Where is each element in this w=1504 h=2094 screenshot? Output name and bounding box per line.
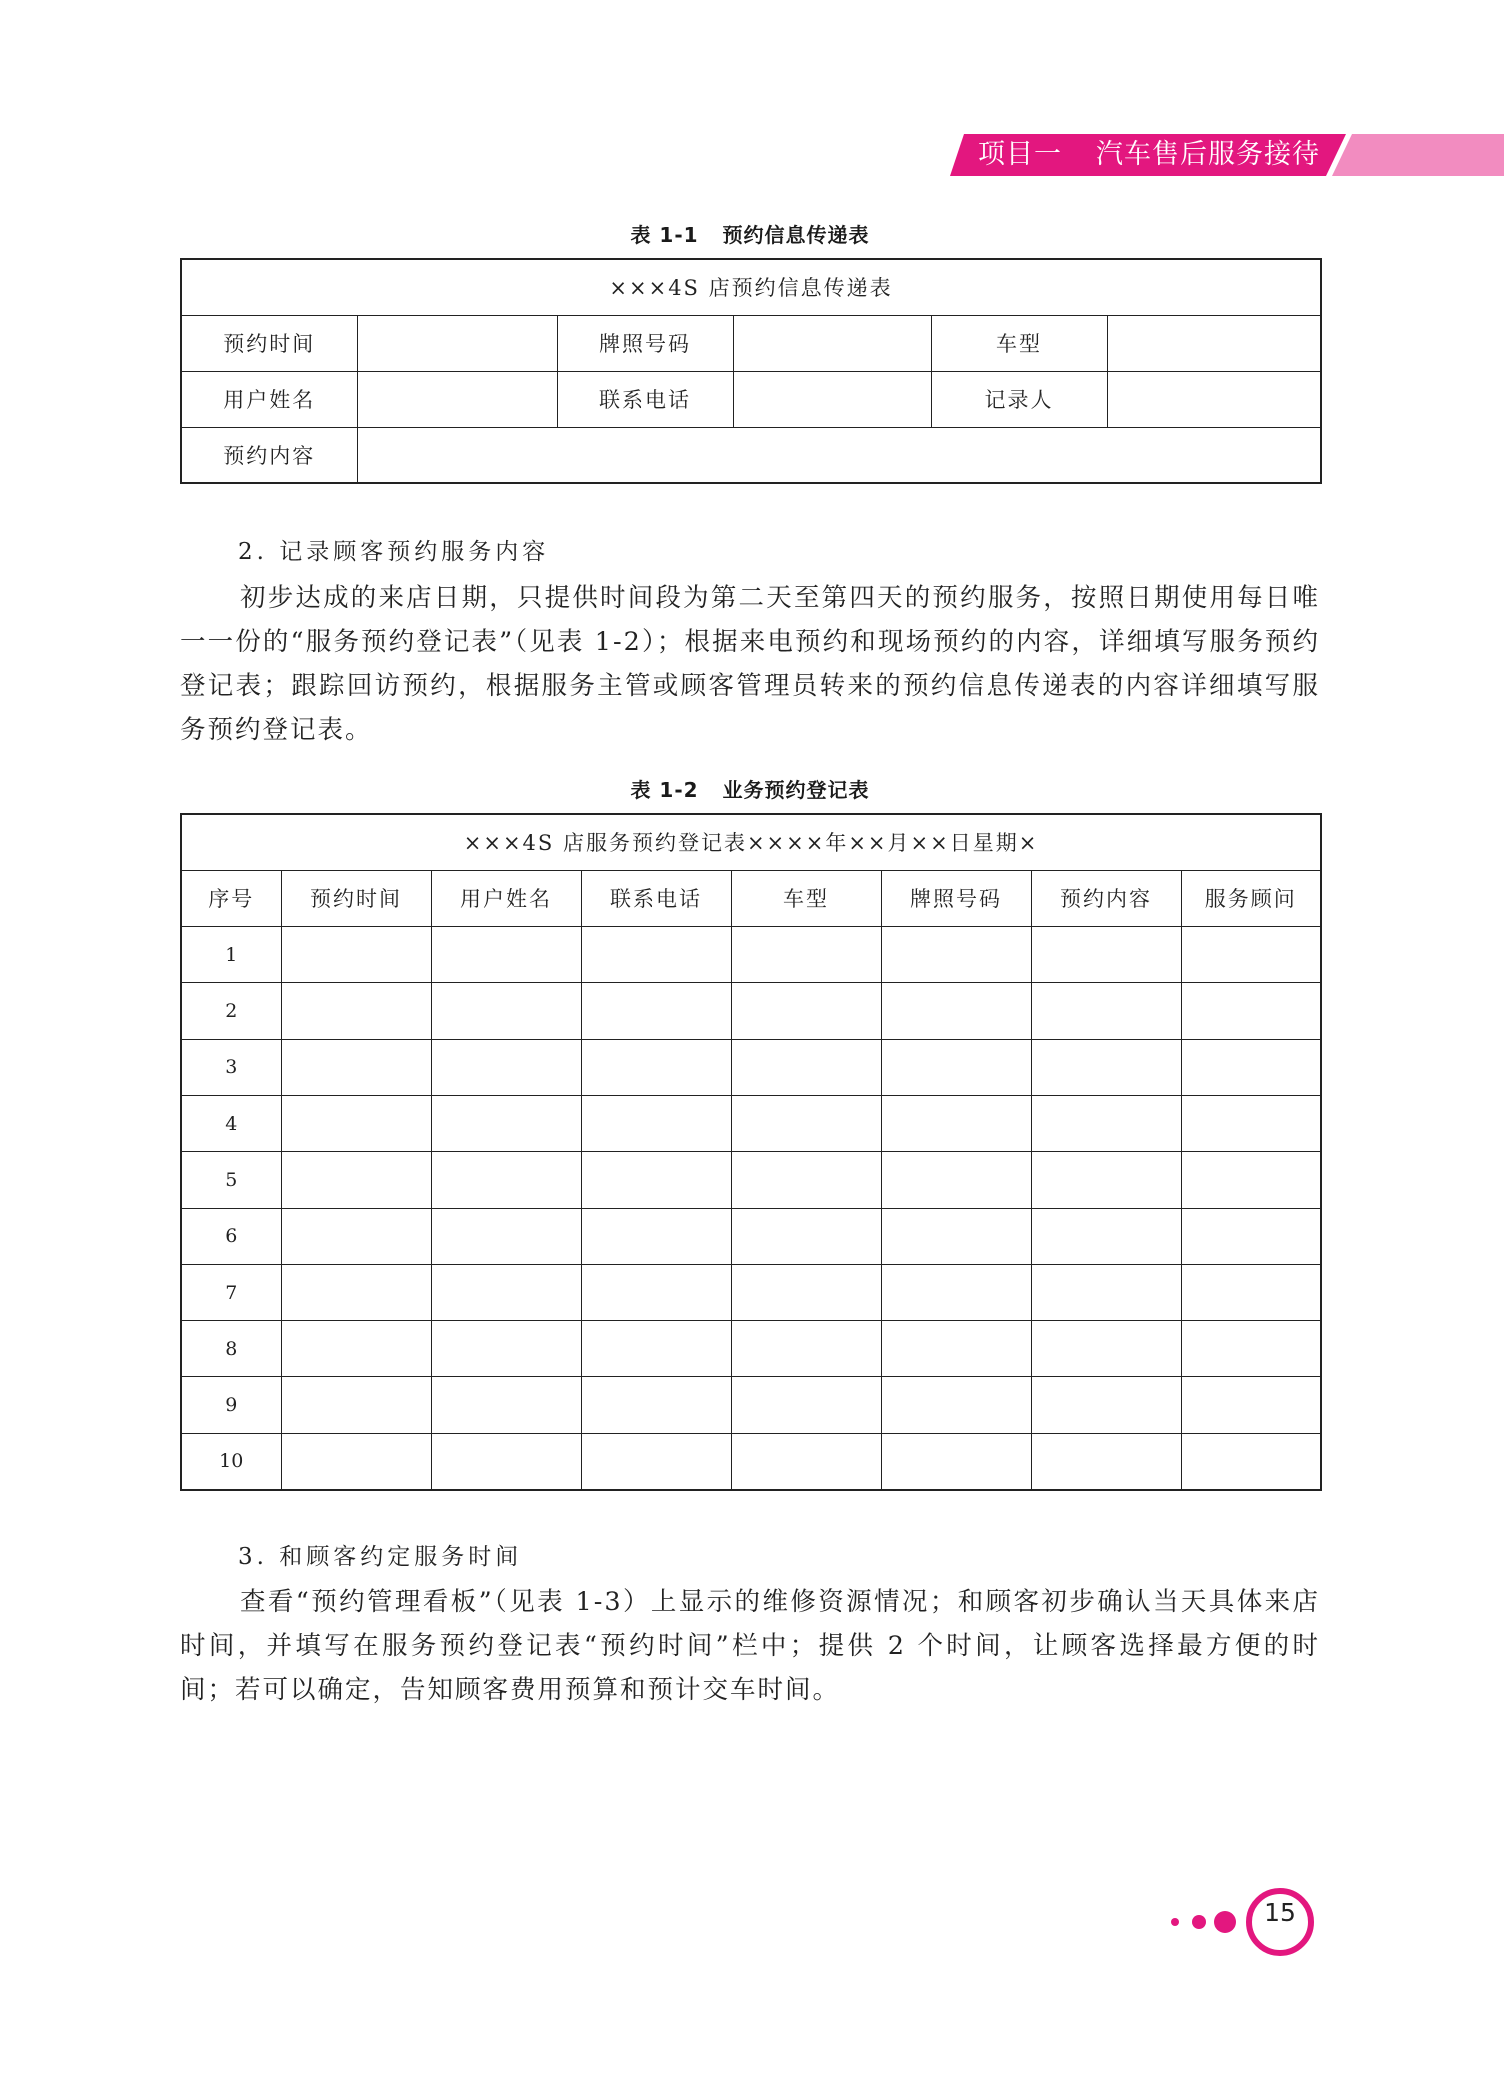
table-cell[interactable] xyxy=(281,1208,431,1264)
row-number: 7 xyxy=(181,1264,281,1320)
table-cell[interactable] xyxy=(1181,927,1321,983)
table-row xyxy=(181,1208,1321,1264)
table2-header: 预约时间 xyxy=(281,870,431,926)
table-row xyxy=(181,983,1321,1039)
table-cell[interactable] xyxy=(1031,927,1181,983)
table-cell[interactable] xyxy=(1181,1377,1321,1433)
table-row xyxy=(181,1264,1321,1320)
table1-row xyxy=(181,315,1321,371)
table1-row xyxy=(181,371,1321,427)
service-registration-table xyxy=(180,813,1322,1491)
table2-caption-number: 表 1-2 xyxy=(630,778,699,802)
table-cell[interactable] xyxy=(581,1377,731,1433)
table-cell[interactable] xyxy=(281,1039,431,1095)
row-number: 4 xyxy=(181,1095,281,1151)
table-cell[interactable] xyxy=(1031,1095,1181,1151)
table1-label: 车型 xyxy=(931,315,1107,371)
table-cell[interactable] xyxy=(431,1095,581,1151)
table1-value-cell[interactable] xyxy=(1107,371,1321,427)
table2-header: 用户姓名 xyxy=(431,870,581,926)
table-row xyxy=(181,927,1321,983)
table2-caption xyxy=(180,774,1320,803)
table-cell[interactable] xyxy=(431,1208,581,1264)
row-number: 8 xyxy=(181,1321,281,1377)
table-cell[interactable] xyxy=(431,983,581,1039)
table-cell[interactable] xyxy=(581,1039,731,1095)
table-cell[interactable] xyxy=(731,1433,881,1489)
table-cell[interactable] xyxy=(431,1039,581,1095)
dot-medium-icon xyxy=(1192,1915,1206,1929)
table1-label: 预约内容 xyxy=(181,427,357,483)
table-cell[interactable] xyxy=(1031,1321,1181,1377)
table-cell[interactable] xyxy=(581,927,731,983)
table-cell[interactable] xyxy=(731,1377,881,1433)
row-number: 6 xyxy=(181,1208,281,1264)
table-cell[interactable] xyxy=(1181,1264,1321,1320)
table-cell[interactable] xyxy=(1031,983,1181,1039)
chapter-header-banner xyxy=(950,134,1504,176)
table-cell[interactable] xyxy=(1031,1433,1181,1489)
table-cell[interactable] xyxy=(881,927,1031,983)
table-cell[interactable] xyxy=(731,1264,881,1320)
table-cell[interactable] xyxy=(1031,1264,1181,1320)
table-cell[interactable] xyxy=(881,1152,1031,1208)
table1-caption xyxy=(180,219,1320,248)
table-row xyxy=(181,1095,1321,1151)
dot-small-icon xyxy=(1171,1918,1179,1926)
table-cell[interactable] xyxy=(431,1152,581,1208)
header-chapter: 汽车售后服务接待 xyxy=(1096,139,1320,170)
table1-label: 记录人 xyxy=(931,371,1107,427)
table-row xyxy=(181,1039,1321,1095)
table-cell[interactable] xyxy=(731,1321,881,1377)
table-cell[interactable] xyxy=(581,983,731,1039)
table-cell[interactable] xyxy=(1181,1208,1321,1264)
table2-header: 车型 xyxy=(731,870,881,926)
table-row xyxy=(181,1433,1321,1489)
table-cell[interactable] xyxy=(1181,1152,1321,1208)
table1-caption-title: 预约信息传递表 xyxy=(722,223,870,247)
table-cell[interactable] xyxy=(731,1152,881,1208)
table2-header: 联系电话 xyxy=(581,870,731,926)
table2-caption-title: 业务预约登记表 xyxy=(722,778,870,802)
table1-label: 牌照号码 xyxy=(557,315,733,371)
table-cell[interactable] xyxy=(581,1095,731,1151)
table1-value-cell[interactable] xyxy=(733,315,931,371)
table1-value-cell[interactable] xyxy=(357,371,557,427)
table-cell[interactable] xyxy=(431,1433,581,1489)
header-title xyxy=(978,134,1320,176)
table-cell[interactable] xyxy=(881,1095,1031,1151)
table-row xyxy=(181,1377,1321,1433)
table1-row xyxy=(181,427,1321,483)
table-row xyxy=(181,1152,1321,1208)
table1-content-cell[interactable] xyxy=(357,427,1321,483)
table-cell[interactable] xyxy=(431,1321,581,1377)
table-cell[interactable] xyxy=(581,1208,731,1264)
table1-caption-number: 表 1-1 xyxy=(630,223,699,247)
table2-title: ×××4S 店服务预约登记表××××年××月××日星期× xyxy=(181,814,1321,870)
table-cell[interactable] xyxy=(281,1264,431,1320)
table-cell[interactable] xyxy=(1181,1039,1321,1095)
table-cell[interactable] xyxy=(281,927,431,983)
table1-value-cell[interactable] xyxy=(357,315,557,371)
table-cell[interactable] xyxy=(881,1264,1031,1320)
table2-header: 预约内容 xyxy=(1031,870,1181,926)
table-cell[interactable] xyxy=(1031,1377,1181,1433)
table-cell[interactable] xyxy=(881,1433,1031,1489)
table-cell[interactable] xyxy=(281,1321,431,1377)
table1-label: 用户姓名 xyxy=(181,371,357,427)
section-paragraph-2: 初步达成的来店日期，只提供时间段为第二天至第四天的预约服务，按照日期使用每日唯一一份的“服务预约登记表”（见表 1-2）；根据来电预约和现场预约的内容，详细填写服务预约登记表；跟踪回访预约，根据服务主管或顾客管理员转来的预约信息传递表的内容详细填写服务预约登记表。 xyxy=(180,583,1320,745)
header-project: 项目一 xyxy=(978,139,1062,170)
row-number: 2 xyxy=(181,983,281,1039)
table-cell[interactable] xyxy=(281,1095,431,1151)
appointment-info-table xyxy=(180,258,1322,484)
table-cell[interactable] xyxy=(1031,1152,1181,1208)
table-cell[interactable] xyxy=(581,1321,731,1377)
table-cell[interactable] xyxy=(731,1208,881,1264)
table-cell[interactable] xyxy=(1181,1095,1321,1151)
table1-value-cell[interactable] xyxy=(1107,315,1321,371)
table2-header: 牌照号码 xyxy=(881,870,1031,926)
table1-label: 预约时间 xyxy=(181,315,357,371)
table-cell[interactable] xyxy=(881,1377,1031,1433)
table-cell[interactable] xyxy=(281,1152,431,1208)
table-cell[interactable] xyxy=(1031,1039,1181,1095)
table2-header: 序号 xyxy=(181,870,281,926)
table-cell[interactable] xyxy=(1181,1433,1321,1489)
table-cell[interactable] xyxy=(731,1095,881,1151)
table-cell[interactable] xyxy=(581,1152,731,1208)
table-cell[interactable] xyxy=(881,983,1031,1039)
table-cell[interactable] xyxy=(431,1377,581,1433)
table-cell[interactable] xyxy=(881,1321,1031,1377)
section-heading-2: 2. 记录顾客预约服务内容 xyxy=(238,539,550,565)
row-number: 9 xyxy=(181,1377,281,1433)
table-cell[interactable] xyxy=(1181,983,1321,1039)
table-cell[interactable] xyxy=(731,1039,881,1095)
table-cell[interactable] xyxy=(431,1264,581,1320)
table-cell[interactable] xyxy=(1181,1321,1321,1377)
row-number: 3 xyxy=(181,1039,281,1095)
table-cell[interactable] xyxy=(881,1208,1031,1264)
table-cell[interactable] xyxy=(281,983,431,1039)
table1-title: ×××4S 店预约信息传递表 xyxy=(181,259,1321,315)
section-paragraph-3: 查看“预约管理看板”（见表 1-3）上显示的维修资源情况；和顾客初步确认当天具体来店时间，并填写在服务预约登记表“预约时间”栏中；提供 2 个时间，让顾客选择最方便的时间；若可以确定，告知顾客费用预算和预计交车时间。 xyxy=(180,1587,1320,1705)
table-cell[interactable] xyxy=(281,1433,431,1489)
table-cell[interactable] xyxy=(731,983,881,1039)
table-cell[interactable] xyxy=(1031,1208,1181,1264)
table2-header: 服务顾问 xyxy=(1181,870,1321,926)
table1-label: 联系电话 xyxy=(557,371,733,427)
row-number: 1 xyxy=(181,927,281,983)
table-row xyxy=(181,1321,1321,1377)
row-number: 10 xyxy=(181,1433,281,1489)
table-cell[interactable] xyxy=(431,927,581,983)
table-cell[interactable] xyxy=(731,927,881,983)
section-heading-3: 3. 和顾客约定服务时间 xyxy=(238,1544,523,1570)
table-cell[interactable] xyxy=(581,1264,731,1320)
page-number: 15 xyxy=(1264,1898,1296,1927)
table-cell[interactable] xyxy=(881,1039,1031,1095)
dot-large-icon xyxy=(1214,1911,1236,1933)
table1-value-cell[interactable] xyxy=(733,371,931,427)
table-cell[interactable] xyxy=(281,1377,431,1433)
row-number: 5 xyxy=(181,1152,281,1208)
table-cell[interactable] xyxy=(581,1433,731,1489)
table2-header-row xyxy=(181,870,1321,926)
